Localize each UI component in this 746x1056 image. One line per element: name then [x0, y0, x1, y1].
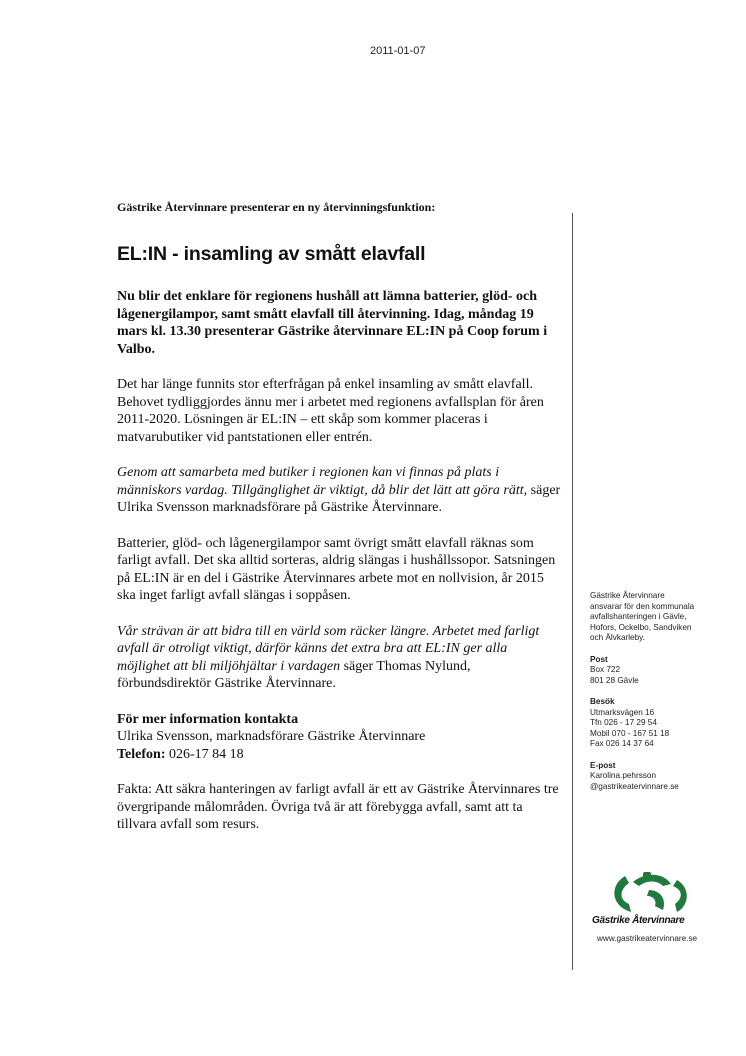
press-release-body	[117, 200, 562, 834]
sidebar-post-line: 801 28 Gävle	[590, 675, 639, 685]
document-date: 2011-01-07	[370, 45, 426, 57]
logo-wordmark: Gästrike Återvinnare	[592, 915, 685, 926]
quote-ulrika-text: Genom att samarbeta med butiker i regionen kan vi finnas på plats i människors vardag. Tillgänglighet är viktigt, då blir det lätt att göra rätt,	[117, 465, 528, 498]
contact-phone	[117, 746, 562, 764]
paragraph-hazardous-waste: Batterier, glöd- och lågenergilampor samt övrigt smått elavfall räknas som farligt avfall. Det ska alltid sorteras, aldrig slängas i hushållssopor. Satsningen på EL:IN är en del i Gästrike Återvinnares arbete mot en nollvision, år 2015 ska inget farligt avfall slängas i soppåsen.	[117, 535, 556, 603]
sidebar-email-label: E-post	[590, 760, 616, 770]
sidebar-visit-line: Utmarksvägen 16	[590, 707, 655, 717]
vertical-divider	[572, 213, 573, 970]
paragraph-background: Det har länge funnits stor efterfrågan på enkel insamling av smått elavfall. Behovet tydliggjordes ännu mer i arbetet med regionens avfallsplan för åren 2011-2020. Lösningen är EL:IN – ett skåp som kommer placeras i matvarubutiker vid pantstationen eller entrén.	[117, 377, 544, 445]
sidebar-about-line: Hofors, Ockelbo, Sandviken	[590, 622, 692, 632]
sidebar-visit-line: Fax 026 14 37 64	[590, 739, 654, 748]
headline: EL:IN - insamling av smått elavfall	[117, 243, 426, 265]
sidebar-email-line: Karolina.pehrsson	[590, 771, 656, 780]
contact-phone-number: 026-17 84 18	[165, 746, 244, 762]
sidebar-visit-label: Besök	[590, 697, 615, 706]
contact-name: Ulrika Svensson, marknadsförare Gästrike Återvinnare	[117, 729, 426, 744]
sidebar-visit-line: Tfn 026 - 17 29 54	[590, 718, 657, 727]
sidebar-info	[590, 591, 740, 803]
sidebar-post	[590, 655, 740, 687]
facts-paragraph: Fakta: Att säkra hanteringen av farligt avfall är ett av Gästrike Återvinnares tre övergripande målområden. Övriga två är att förebygga avfall, samt att ta tillvara avfall som resurs.	[117, 782, 559, 832]
sidebar-about-line: ansvarar för den kommunala	[590, 601, 695, 611]
sidebar-post-line: Box 722	[590, 665, 621, 674]
sidebar-about	[590, 591, 740, 644]
sidebar-about-line: Gästrike Återvinnare	[590, 591, 665, 600]
sidebar-post-label: Post	[590, 654, 608, 664]
quote-thomas	[117, 623, 562, 693]
lead-paragraph: Nu blir det enklare för regionens hushåll att lämna batterier, glöd- och lågenergilampor, samt smått elavfall till återvinning. Idag, måndag 19 mars kl. 13.30 presenterar Gästrike återvinnare EL:IN på Coop forum i Valbo.	[117, 289, 548, 357]
sidebar-visit	[590, 697, 740, 750]
website-link[interactable]: www.gastrikeatervinnare.se	[597, 934, 698, 943]
quote-ulrika	[117, 464, 562, 517]
sidebar-email-line: @gastrikeatervinnare.se	[590, 781, 679, 791]
intro-line: Gästrike Återvinnare presenterar en ny återvinningsfunktion:	[117, 200, 436, 214]
quote-thomas-text: Vår strävan är att bidra till en värld som räcker längre. Arbetet med farligt avfall är otroligt viktigt, därför känns det extra bra att EL:IN ger alla möjlighet att bli miljöhjältar i vardagen	[117, 623, 540, 674]
contact-block	[117, 711, 562, 764]
quote-thomas-attribution: säger Thomas Nylund, förbundsdirektör Gästrike Återvinnare.	[117, 658, 471, 691]
contact-heading: För mer information kontakta	[117, 711, 299, 727]
sidebar-email	[590, 761, 740, 793]
sidebar-about-line: avfallshanteringen i Gävle,	[590, 612, 687, 621]
sidebar-about-line: och Älvkarleby.	[590, 633, 645, 642]
contact-phone-label: Telefon:	[117, 746, 166, 762]
sidebar-visit-line: Mobil 070 - 167 51 18	[590, 728, 670, 738]
quote-ulrika-attribution: säger Ulrika Svensson marknadsförare på Gästrike Återvinnare.	[117, 482, 561, 515]
